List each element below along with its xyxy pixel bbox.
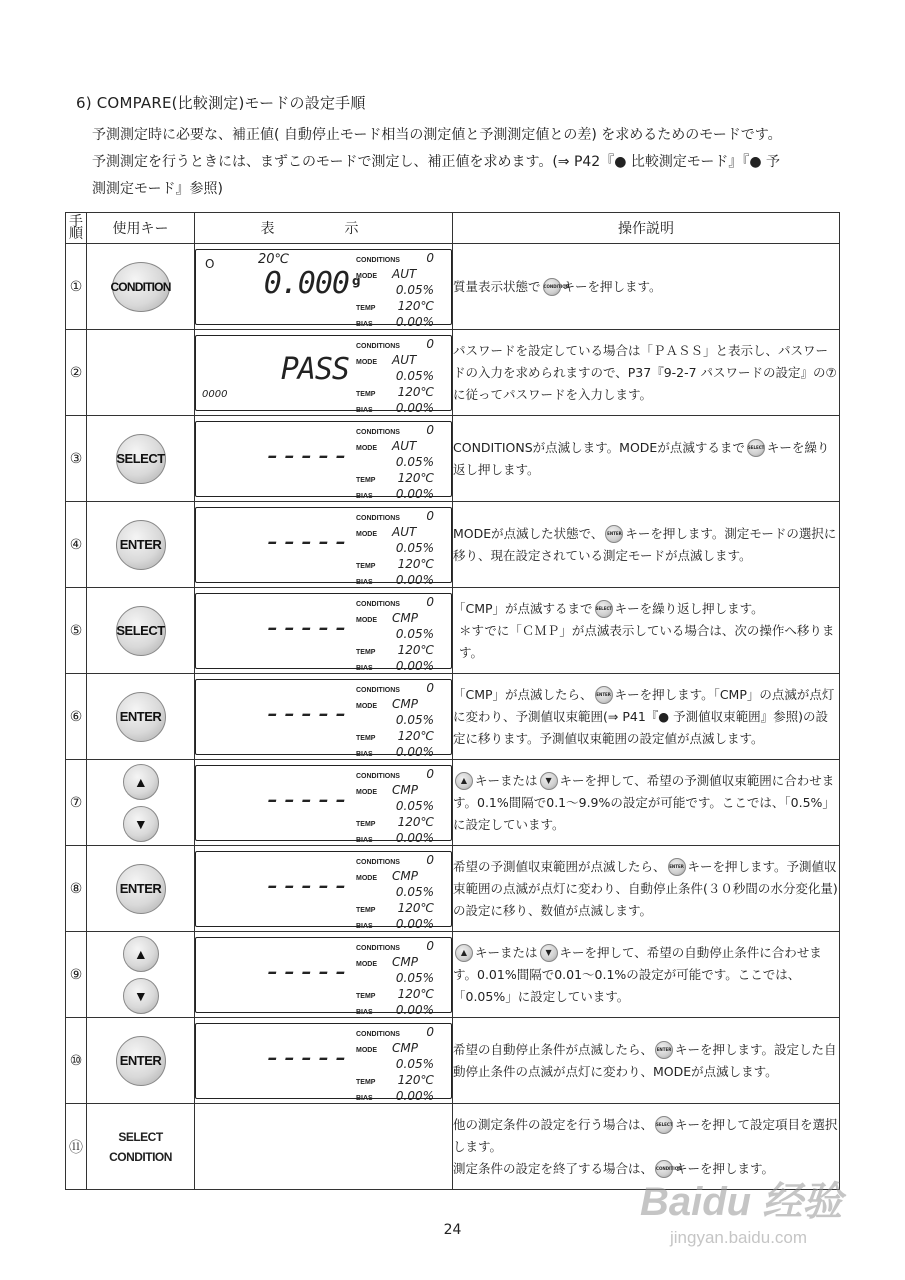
lcd-label-conditions: CONDITIONS [356, 944, 400, 952]
main-readout: ----- [263, 437, 349, 473]
description-cell [453, 416, 840, 502]
table-row [66, 416, 840, 502]
up-arrow-key[interactable]: ▲ [123, 764, 159, 800]
lcd-label-bias: BIAS [356, 578, 373, 586]
table-row [66, 760, 840, 846]
lcd-label-mode: MODE [356, 788, 377, 796]
header-step: 手順 [66, 213, 87, 244]
display-cell [195, 244, 453, 330]
lcd-display [195, 765, 452, 845]
range-value: 0.05% [395, 712, 434, 727]
key-cell [87, 502, 195, 588]
lcd-label-temp: TEMP [356, 304, 376, 312]
bias-value: 0.00% [395, 1088, 434, 1103]
enter-key[interactable]: ENTER [116, 1036, 166, 1086]
description-paragraph [453, 276, 839, 298]
key-cell [87, 1104, 195, 1190]
lcd-label-temp: TEMP [356, 648, 376, 656]
lcd-display [195, 249, 452, 329]
description-text: MODEが点滅した状態で、 [453, 525, 604, 541]
key-group [87, 936, 194, 1014]
temp-value: 120℃ [397, 556, 434, 571]
range-value: 0.05% [395, 798, 434, 813]
temp-value: 120℃ [397, 1072, 434, 1087]
conditions-value: 0 [426, 852, 434, 867]
temp-value: 120℃ [397, 900, 434, 915]
header-display: 表 示 [195, 213, 453, 244]
description-paragraph [453, 523, 839, 567]
lcd-label-conditions: CONDITIONS [356, 428, 400, 436]
select-key-icon: SELECT [595, 600, 613, 618]
main-readout: ----- [263, 695, 349, 731]
bias-value: 0.00% [395, 314, 434, 329]
lcd-label-mode: MODE [356, 1046, 377, 1054]
lcd-display [195, 937, 452, 1017]
enter-key-icon: ENTER [668, 858, 686, 876]
conditions-value: 0 [426, 1024, 434, 1039]
main-readout: ----- [263, 1039, 349, 1075]
key-cell [87, 588, 195, 674]
watermark [640, 1170, 890, 1260]
conditions-value: 0 [426, 938, 434, 953]
lcd-label-temp: TEMP [356, 390, 376, 398]
select-key[interactable]: SELECT [116, 606, 166, 656]
description-text: 希望の予測値収束範囲が点滅したら、 [453, 858, 666, 874]
description-cell [453, 330, 840, 416]
key-group [87, 262, 194, 312]
step-number: ⑥ [66, 674, 87, 760]
description-text: キーを押して設定項目を選択します。 [453, 1116, 838, 1154]
table-row [66, 502, 840, 588]
description-text: キーを押して、希望の予測値収束範囲に合わせます。0.1%間隔で0.1～9.9%の設定が可能です。ここでは、「0.5%」に設定しています。 [453, 772, 835, 832]
description-text: キーを押します。予測値収束範囲の点滅が点灯に変わり、自動停止条件(３０秒間の水分変化量)の設定に移り、数値が点滅します。 [453, 858, 838, 918]
enter-key-icon: ENTER [605, 525, 623, 543]
key-cell [87, 330, 195, 416]
description-text: CONDITIONSが点滅します。MODEが点滅するまで [453, 439, 745, 455]
main-readout: 0.000 [263, 265, 349, 301]
description-text: キーを繰り返し押します。 [453, 439, 830, 477]
description-text: キーを押します。測定モードの選択に移り、現在設定されている測定モードが点滅します。 [453, 525, 837, 563]
step-number: ⑧ [66, 846, 87, 932]
range-value: 0.05% [395, 540, 434, 555]
lcd-values [386, 938, 434, 1018]
key-group [87, 520, 194, 570]
description-text: 測定条件の設定を終了する場合は、 [453, 1160, 654, 1176]
lcd-label-conditions: CONDITIONS [356, 772, 400, 780]
bias-value: 0.00% [395, 486, 434, 501]
description-paragraph [453, 942, 839, 1008]
main-readout: ----- [263, 781, 349, 817]
display-cell [195, 416, 453, 502]
table-row [66, 588, 840, 674]
mode-value: CMP [392, 782, 418, 797]
main-readout: ----- [263, 609, 349, 645]
table-body [66, 244, 840, 1190]
display-cell [195, 846, 453, 932]
lcd-display [195, 507, 452, 587]
lcd-display [195, 851, 452, 931]
condition-key[interactable]: CONDITION [112, 262, 170, 312]
down-key-icon: ▼ [540, 944, 558, 962]
mode-value: CMP [392, 1040, 418, 1055]
lcd-label-bias: BIAS [356, 836, 373, 844]
description-text: キーまたは [475, 772, 538, 788]
key-group [87, 1130, 194, 1164]
description-cell [453, 932, 840, 1018]
key-cell [87, 674, 195, 760]
description-paragraph [453, 770, 839, 836]
lcd-label-bias: BIAS [356, 320, 373, 328]
description-text: キーを押します。「CMP」の点滅が点灯に変わり、予測値収束範囲(⇒ P41『● 予測値収束範囲』参照)の設定に移ります。予測値収束範囲の設定値が点滅します。 [453, 686, 835, 746]
lcd-values [386, 852, 434, 932]
mode-value: AUT [392, 266, 417, 281]
lcd-label-temp: TEMP [356, 562, 376, 570]
lcd-values [386, 250, 434, 330]
select-key[interactable]: SELECT [116, 434, 166, 484]
lcd-values [386, 766, 434, 846]
conditions-value: 0 [426, 766, 434, 781]
description-note: ＊すでに「ＣＭＰ」が点滅表示している場合は、次の操作へ移ります。 [459, 622, 835, 660]
condition-key-icon: CONDITION [655, 1160, 673, 1178]
display-cell [195, 502, 453, 588]
main-readout: PASS [280, 351, 349, 387]
lcd-label-conditions: CONDITIONS [356, 342, 400, 350]
lcd-label-bias: BIAS [356, 492, 373, 500]
range-value: 0.05% [395, 368, 434, 383]
conditions-value: 0 [426, 422, 434, 437]
bias-value: 0.00% [395, 400, 434, 415]
lcd-label-conditions: CONDITIONS [356, 858, 400, 866]
procedure-table [65, 212, 840, 1190]
lcd-label-bias: BIAS [356, 750, 373, 758]
step-number: ⑪ [66, 1104, 87, 1190]
description-paragraph [453, 856, 839, 922]
lcd-display [195, 1023, 452, 1103]
lcd-values [386, 422, 434, 502]
range-value: 0.05% [395, 454, 434, 469]
display-cell [195, 674, 453, 760]
bias-value: 0.00% [395, 744, 434, 759]
watermark-url: jingyan.baidu.com [670, 1228, 808, 1247]
temp-value: 120℃ [397, 986, 434, 1001]
main-readout: ----- [263, 953, 349, 989]
step-number: ⑩ [66, 1018, 87, 1104]
display-cell [195, 932, 453, 1018]
description-text: キーを押して、希望の自動停止条件に合わせます。0.01%間隔で0.01～0.1%の設定が可能です。ここでは、「0.05%」に設定しています。 [453, 944, 822, 1004]
key-group [87, 1036, 194, 1086]
header-description: 操作説明 [453, 213, 840, 244]
intro-line-1: 予測測定時に必要な、補正値( 自動停止モード相当の測定値と予測測定値との差) を求めるためのモードです。 [92, 127, 782, 143]
lcd-label-temp: TEMP [356, 476, 376, 484]
temp-value: 120℃ [397, 728, 434, 743]
mode-value: CMP [392, 610, 418, 625]
lcd-label-mode: MODE [356, 616, 377, 624]
temp-value: 120℃ [397, 298, 434, 313]
bias-value: 0.00% [395, 658, 434, 673]
description-text: 希望の自動停止条件が点滅したら、 [453, 1041, 654, 1057]
key-cell [87, 244, 195, 330]
lcd-values [386, 1024, 434, 1104]
description-text: パスワードを設定している場合は「ＰＡＳＳ」と表示し、パスワードの入力を求められますので、P37『9-2-7 パスワードの設定』の⑦に従ってパスワードを入力します。 [453, 342, 837, 402]
description-cell [453, 760, 840, 846]
lcd-label-bias: BIAS [356, 1094, 373, 1102]
intro-paragraph [92, 122, 842, 203]
key-cell [87, 760, 195, 846]
key-group [87, 764, 194, 842]
select-key-icon: SELECT [655, 1116, 673, 1134]
display-cell [195, 1104, 453, 1190]
description-paragraph [453, 340, 839, 406]
section-heading: 6) COMPARE(比較測定)モードの設定手順 [76, 94, 366, 112]
description-text: キーを繰り返し押します。 [614, 600, 764, 616]
lcd-label-bias: BIAS [356, 406, 373, 414]
lcd-display [195, 421, 452, 501]
table-row [66, 1018, 840, 1104]
display-cell [195, 760, 453, 846]
lcd-values [386, 508, 434, 588]
table-row [66, 932, 840, 1018]
description-cell [453, 846, 840, 932]
lcd-label-temp: TEMP [356, 906, 376, 914]
description-text: 質量表示状態で [453, 278, 541, 294]
lcd-display [195, 593, 452, 673]
temp-value: 120℃ [397, 814, 434, 829]
mode-value: CMP [392, 868, 418, 883]
temp-value: 120℃ [397, 470, 434, 485]
lcd-label-mode: MODE [356, 444, 377, 452]
lcd-display [195, 335, 452, 415]
step-number: ⑨ [66, 932, 87, 1018]
table-row [66, 674, 840, 760]
display-cell [195, 588, 453, 674]
header-key: 使用キー [87, 213, 195, 244]
key-cell [87, 846, 195, 932]
lcd-label-conditions: CONDITIONS [356, 686, 400, 694]
enter-key-icon: ENTER [655, 1041, 673, 1059]
condition-key[interactable]: CONDITION [109, 1149, 172, 1164]
table-row [66, 244, 840, 330]
unit-label: g [352, 273, 361, 288]
range-value: 0.05% [395, 884, 434, 899]
mode-value: AUT [392, 438, 417, 453]
down-arrow-key[interactable]: ▼ [123, 806, 159, 842]
mode-value: AUT [392, 352, 417, 367]
description-paragraph [453, 1114, 839, 1158]
mode-value: AUT [392, 524, 417, 539]
up-arrow-key[interactable]: ▲ [123, 936, 159, 972]
description-text: キーを押します。設定した自動停止条件の点滅が点灯に変わり、MODEが点滅します。 [453, 1041, 837, 1079]
table-row [66, 846, 840, 932]
lcd-display [195, 679, 452, 759]
description-cell [453, 588, 840, 674]
conditions-value: 0 [426, 250, 434, 265]
status-circle: O [205, 256, 215, 271]
description-text: キーを押します。 [562, 278, 662, 294]
display-cell [195, 1018, 453, 1104]
lcd-label-mode: MODE [356, 358, 377, 366]
step-number: ③ [66, 416, 87, 502]
step-number: ④ [66, 502, 87, 588]
lcd-label-temp: TEMP [356, 1078, 376, 1086]
temp-value: 120℃ [397, 642, 434, 657]
key-cell [87, 1018, 195, 1104]
description-cell [453, 244, 840, 330]
lcd-values [386, 336, 434, 416]
watermark-brand: Baidu 经验 [640, 1180, 843, 1224]
description-text: 「CMP」が点滅したら、 [453, 686, 593, 702]
up-key-icon: ▲ [455, 944, 473, 962]
step-number: ② [66, 330, 87, 416]
enter-key-icon: ENTER [595, 686, 613, 704]
bias-value: 0.00% [395, 572, 434, 587]
key-cell [87, 932, 195, 1018]
description-paragraph [453, 684, 839, 750]
bias-value: 0.00% [395, 830, 434, 845]
temperature-reading: 20℃ [258, 251, 290, 267]
key-cell [87, 416, 195, 502]
lcd-label-mode: MODE [356, 702, 377, 710]
conditions-value: 0 [426, 508, 434, 523]
lcd-label-temp: TEMP [356, 992, 376, 1000]
description-cell [453, 1018, 840, 1104]
main-readout: ----- [263, 867, 349, 903]
lcd-label-temp: TEMP [356, 734, 376, 742]
step-number: ⑤ [66, 588, 87, 674]
bias-value: 0.00% [395, 1002, 434, 1017]
lcd-label-mode: MODE [356, 874, 377, 882]
select-key[interactable]: SELECT [118, 1129, 163, 1144]
lcd-label-bias: BIAS [356, 922, 373, 930]
conditions-value: 0 [426, 680, 434, 695]
enter-key[interactable]: ENTER [116, 692, 166, 742]
intro-line-2: 予測測定を行うときには、まずこのモードで測定し、補正値を求めます。(⇒ P42『● 比較測定モード』『● 予 [92, 154, 780, 170]
description-paragraph [453, 598, 839, 620]
display-cell [195, 330, 453, 416]
lcd-label-mode: MODE [356, 530, 377, 538]
conditions-value: 0 [426, 594, 434, 609]
lcd-label-temp: TEMP [356, 820, 376, 828]
condition-key-icon: CONDITION [543, 278, 561, 296]
description-cell [453, 502, 840, 588]
description-text: 他の測定条件の設定を行う場合は、 [453, 1116, 654, 1132]
range-value: 0.05% [395, 970, 434, 985]
lcd-label-conditions: CONDITIONS [356, 514, 400, 522]
page-number: 24 [443, 1222, 462, 1238]
range-value: 0.05% [395, 1056, 434, 1071]
key-group [87, 692, 194, 742]
mode-value: CMP [392, 696, 418, 711]
description-cell [453, 674, 840, 760]
lcd-values [386, 594, 434, 674]
select-key-icon: SELECT [747, 439, 765, 457]
enter-key[interactable]: ENTER [116, 864, 166, 914]
down-key-icon: ▼ [540, 772, 558, 790]
main-readout: ----- [263, 523, 349, 559]
enter-key[interactable]: ENTER [116, 520, 166, 570]
lcd-label-conditions: CONDITIONS [356, 600, 400, 608]
lcd-label-conditions: CONDITIONS [356, 1030, 400, 1038]
conditions-value: 0 [426, 336, 434, 351]
down-arrow-key[interactable]: ▼ [123, 978, 159, 1014]
step-number: ⑦ [66, 760, 87, 846]
lcd-label-bias: BIAS [356, 1008, 373, 1016]
lcd-label-bias: BIAS [356, 664, 373, 672]
description-paragraph [453, 437, 839, 481]
description-text: キーを押します。 [675, 1160, 775, 1176]
lcd-label-mode: MODE [356, 272, 377, 280]
temp-value: 120℃ [397, 384, 434, 399]
mode-value: CMP [392, 954, 418, 969]
description-paragraph [453, 1039, 839, 1083]
description-text: 「CMP」が点滅するまで [453, 600, 593, 616]
bias-value: 0.00% [395, 916, 434, 931]
range-value: 0.05% [395, 626, 434, 641]
key-group [87, 606, 194, 656]
lcd-label-conditions: CONDITIONS [356, 256, 400, 264]
range-value: 0.05% [395, 282, 434, 297]
lcd-label-mode: MODE [356, 960, 377, 968]
step-number: ① [66, 244, 87, 330]
table-header-row [66, 213, 840, 244]
key-group [87, 864, 194, 914]
table-row [66, 330, 840, 416]
lcd-values [386, 680, 434, 760]
key-group [87, 434, 194, 484]
up-key-icon: ▲ [455, 772, 473, 790]
intro-line-3: 測測定モード』参照) [92, 181, 223, 197]
password-digits: 0000 [202, 388, 228, 400]
description-text: キーまたは [475, 944, 538, 960]
